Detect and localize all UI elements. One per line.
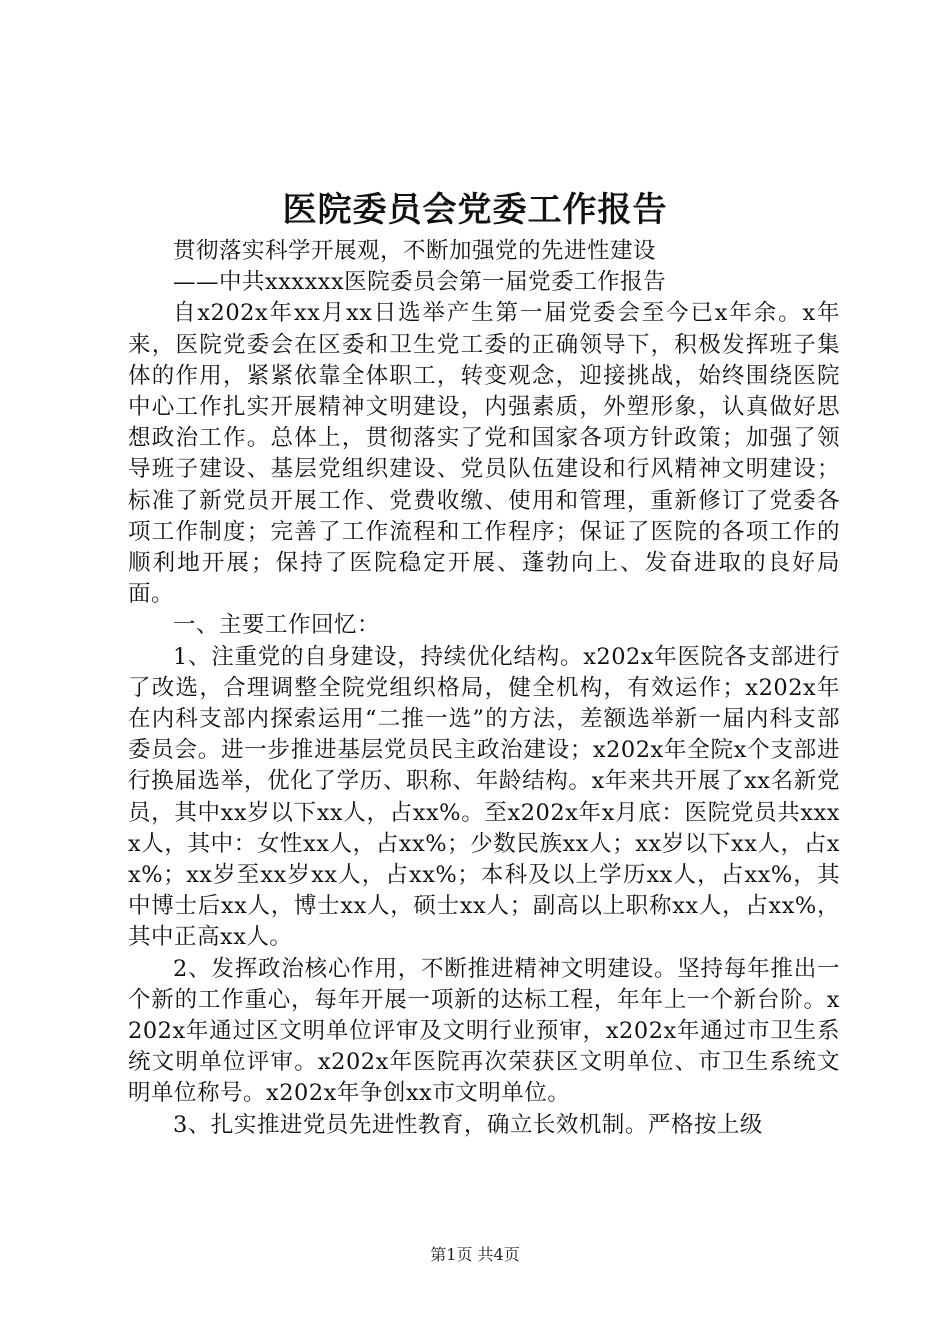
subtitle: 贯彻落实科学开展观，不断加强党的先进性建设	[173, 238, 657, 264]
page-footer: 第1页 共4页	[430, 1245, 520, 1264]
document-body	[128, 236, 840, 1141]
page-title: 医院委员会党委工作报告	[282, 190, 668, 230]
paragraph-item-1: 1、注重党的自身建设，持续优化结构。x202x年医院各支部进行了改选，合理调整全院党组织格局，健全机构，有效运作；x202x年在内科支部内探索运用“二推一选”的方法，差额选举新一届内科支部委员会。进一步推进基层党员民主政治建设；x202x年全院x个支部进行换届选举，优化了学历、职称、年龄结构。x年来共开展了xx名新党员，其中xx岁以下xx人，占xx%。至x202x年x月底：医院党员共xxxx人，其中：女性xx人，占xx%；少数民族xx人；xx岁以下xx人，占xx%；xx岁至xx岁xx人，占xx%；本科及以上学历xx人，占xx%，其中博士后xx人，博士xx人，硕士xx人；副高以上职称xx人，占xx%，其中正高xx人。	[128, 643, 840, 951]
paragraph-item-3: 3、扎实推进党员先进性教育，确立长效机制。严格按上级	[173, 1111, 763, 1138]
paragraph-item-2: 2、发挥政治核心作用，不断推进精神文明建设。坚持每年推出一个新的工作重心，每年开展一项新的达标工程，年年上一个新台阶。x202x年通过区文明单位评审及文明行业预审，x202x年通过市卫生系统文明单位评审。x202x年医院再次荣获区文明单位、市卫生系统文明单位称号。x202x年争创xx市文明单位。	[128, 955, 840, 1107]
paragraph-intro: 自x202x年xx月xx日选举产生第一届党委会至今已x年余。x年来，医院党委会在区委和卫生党工委的正确领导下，积极发挥班子集体的作用，紧紧依靠全体职工，转变观念，迎接挑战，始终围绕医院中心工作扎实开展精神文明建设，内强素质，外塑形象，认真做好思想政治工作。总体上，贯彻落实了党和国家各项方针政策；加强了领导班子建设、基层党组织建设、党员队伍建设和行风精神文明建设；标准了新党员开展工作、党费收缴、使用和管理，重新修订了党委各项工作制度；完善了工作流程和工作程序；保证了医院的各项工作的顺利地开展；保持了医院稳定开展、蓬勃向上、发奋进取的良好局面。	[128, 300, 840, 608]
section-heading: 一、主要工作回忆：	[173, 612, 381, 639]
report-subheading: ——中共xxxxxx医院委员会第一届党委工作报告	[173, 269, 667, 296]
